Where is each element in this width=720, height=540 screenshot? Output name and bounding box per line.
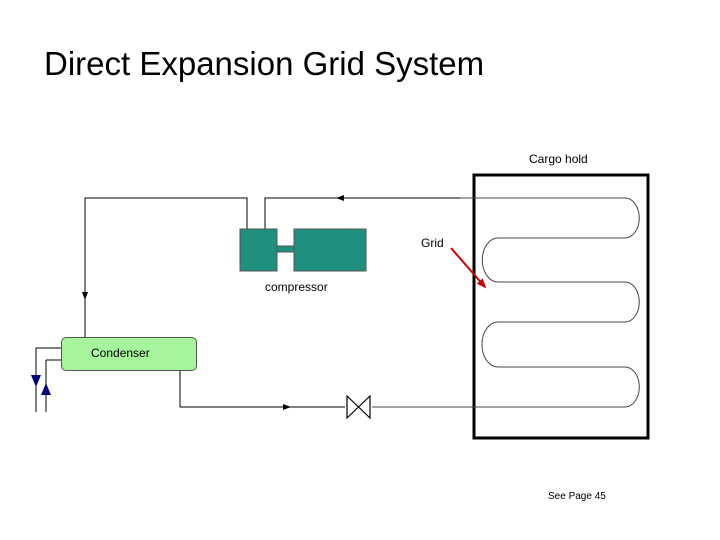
cargo-hold-box — [474, 175, 648, 438]
page-reference-footnote: See Page 45 — [548, 491, 606, 502]
discharge-line — [85, 198, 247, 297]
compressor-label: compressor — [265, 280, 328, 294]
expansion-valve-icon — [347, 396, 370, 418]
compressor-icon — [240, 229, 366, 271]
cargo-hold-label: Cargo hold — [529, 152, 588, 166]
grid-coil — [372, 198, 639, 407]
liquid-line — [180, 371, 345, 407]
grid-label: Grid — [421, 236, 444, 250]
condenser-box — [61, 337, 197, 371]
slide-title: Direct Expansion Grid System — [44, 45, 485, 82]
suction-line — [265, 198, 460, 230]
grid-pointer-arrow — [451, 248, 485, 287]
water-out-arrow-icon — [31, 375, 41, 387]
water-in-arrow-icon — [41, 383, 51, 395]
condenser-label: Condenser — [91, 346, 150, 360]
cooling-water-pipes — [36, 348, 61, 412]
